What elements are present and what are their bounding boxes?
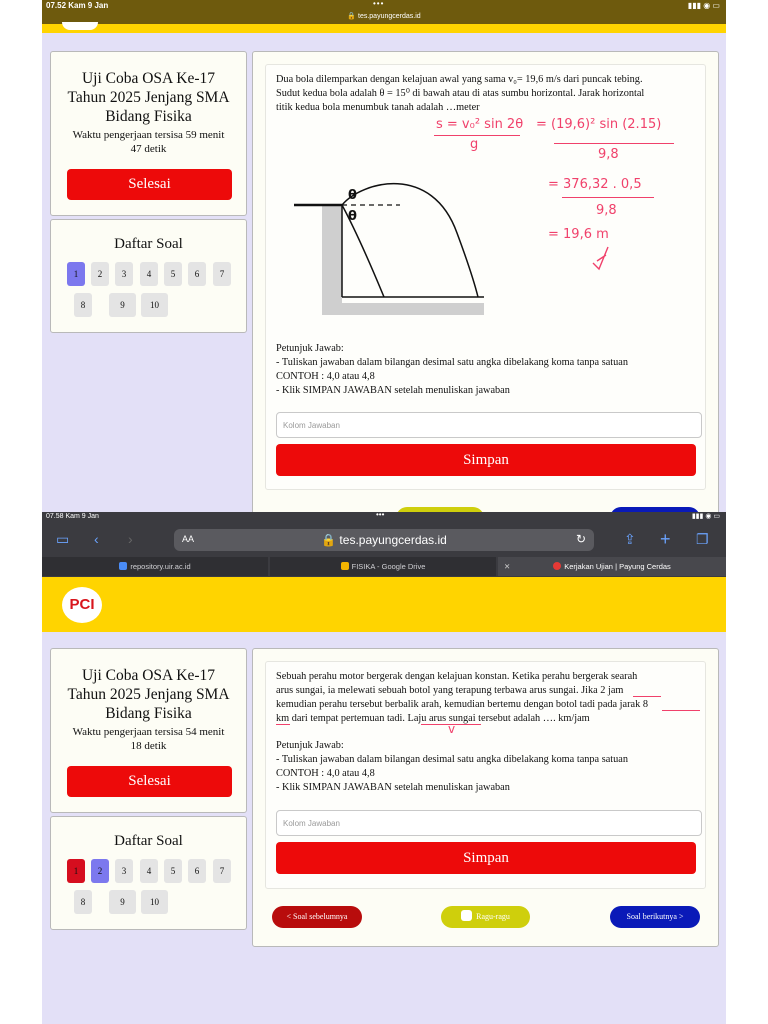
question-text-line: kemudian perahu tersebut berbalik arah, kemudian bertemu dengan botol tadi pada jarak 8 (276, 699, 648, 710)
question-card (252, 648, 719, 947)
finish-button[interactable]: Selesai (67, 766, 232, 797)
hint-line: CONTOH : 4,0 atau 4,8 (276, 768, 375, 779)
question-number-button[interactable]: 8 (74, 293, 92, 317)
question-list-card (50, 816, 247, 930)
doubt-label: Ragu-ragu (476, 912, 510, 921)
save-answer-button[interactable]: Simpan (276, 444, 696, 476)
question-number-button[interactable]: 5 (164, 859, 182, 883)
question-number-button[interactable]: 2 (91, 859, 109, 883)
handwritten-fraction-bar (554, 143, 674, 144)
angle-label-upper: θ (348, 188, 357, 203)
back-icon[interactable]: ‹ (94, 531, 99, 547)
system-icons: ▮▮▮ ◉ ▭ (687, 1, 720, 10)
finish-button[interactable]: Selesai (67, 169, 232, 200)
system-icons: ▮▮▮ ◉ ▭ (691, 513, 720, 520)
question-text-line: Sebuah perahu motor bergerak dengan kelajuan konstan. Ketika perahu bergerak searah (276, 671, 638, 682)
handwritten-formula: s = v₀² sin 2θ (436, 117, 524, 132)
timer-line-1: Waktu pengerjaan tersisa 54 menit (72, 726, 225, 738)
question-panel (265, 64, 706, 490)
question-number-button[interactable]: 7 (213, 859, 231, 883)
hint-line: CONTOH : 4,0 atau 4,8 (276, 371, 375, 382)
address-url[interactable]: 🔒 tes.payungcerdas.id (321, 533, 447, 547)
question-number-button[interactable]: 9 (109, 890, 136, 914)
status-time: 07.52 Kam 9 Jan (46, 1, 109, 10)
hint-line: - Klik SIMPAN JAWABAN setelah menuliskan jawaban (276, 385, 510, 396)
sidebar-toggle-icon[interactable]: ▭ (56, 531, 70, 547)
question-number-button[interactable]: 3 (115, 859, 133, 883)
exam-title-line-1: Uji Coba OSA Ke-17 (81, 667, 216, 684)
question-number-button[interactable]: 2 (91, 262, 109, 286)
handwritten-substitution: = (19,6)² sin (2.15) (536, 117, 662, 132)
exam-title-line-2: Tahun 2025 Jenjang SMA (67, 89, 230, 106)
reload-icon[interactable]: ↻ (575, 532, 586, 546)
tab-favicon-icon (553, 562, 561, 570)
browser-tabs (42, 556, 726, 577)
tab-label: Kerjakan Ujian | Payung Cerdas (564, 562, 671, 571)
tab-favicon-icon (341, 562, 349, 570)
handwritten-fraction-bar (562, 197, 654, 198)
question-number-button[interactable]: 4 (140, 859, 158, 883)
doubt-button[interactable] (441, 906, 530, 928)
question-list-title: Daftar Soal (114, 236, 183, 252)
forward-icon[interactable]: › (128, 531, 133, 547)
question-number-button[interactable]: 1 (67, 262, 85, 286)
question-number-button[interactable]: 6 (188, 859, 206, 883)
question-number-button[interactable]: 4 (140, 262, 158, 286)
timer-line-1: Waktu pengerjaan tersisa 59 menit (72, 129, 225, 141)
handwritten-underline (633, 696, 661, 697)
question-list-card (50, 219, 247, 333)
exam-info-card (50, 51, 247, 216)
cliff-ground-shape (322, 205, 484, 315)
new-tab-icon[interactable]: + (660, 529, 671, 549)
tabs-overview-icon[interactable]: ❐ (696, 531, 709, 547)
tab-label: repository.uir.ac.id (130, 562, 191, 571)
site-logo (62, 22, 98, 30)
tab-favicon-icon (119, 562, 127, 570)
hint-title: Petunjuk Jawab: (276, 343, 344, 354)
question-number-button[interactable]: 1 (67, 859, 85, 883)
reader-aa-button[interactable]: AA (182, 534, 195, 544)
tab-label: FISIKA - Google Drive (351, 562, 426, 571)
question-number-button[interactable]: 10 (141, 890, 168, 914)
browser-toolbar (42, 524, 726, 556)
cliff-diagram (292, 173, 484, 315)
exam-title-line-3: Bidang Fisika (105, 108, 192, 125)
status-dots: ••• (373, 0, 385, 8)
browser-tab[interactable] (42, 557, 268, 576)
browser-tab[interactable] (270, 557, 496, 576)
question-text-line: km dari tempat pertemuan tadi. Laju arus sungai tersebut adalah …. km/jam (276, 713, 590, 724)
share-icon[interactable]: ⇪ (624, 531, 636, 547)
angle-label-lower: θ (348, 209, 357, 224)
question-number-button[interactable]: 5 (164, 262, 182, 286)
address-url[interactable]: 🔒 tes.payungcerdas.id (347, 13, 421, 20)
handwritten-underline (276, 724, 290, 725)
screenshot-collage (42, 0, 726, 1024)
question-number-button[interactable]: 10 (141, 293, 168, 317)
question-text-line: titik kedua bola menumbuk tanah adalah …meter (276, 102, 480, 113)
doubt-checkbox[interactable] (461, 910, 472, 921)
answer-input[interactable]: Kolom Jawaban (276, 810, 702, 836)
status-bar (42, 512, 726, 524)
question-number-button[interactable]: 3 (115, 262, 133, 286)
handwritten-v-mark: v (448, 722, 456, 736)
status-bar (42, 0, 726, 24)
question-number-button[interactable]: 8 (74, 890, 92, 914)
handwritten-denominator: 9,8 (598, 147, 619, 162)
next-question-button[interactable]: Soal berikutnya > (610, 906, 700, 928)
status-dots: ••• (376, 510, 385, 519)
answer-input[interactable]: Kolom Jawaban (276, 412, 702, 438)
handwritten-denominator: g (470, 137, 479, 152)
hint-title: Petunjuk Jawab: (276, 740, 344, 751)
handwritten-check-icon (590, 243, 612, 271)
hint-line: - Tuliskan jawaban dalam bilangan desimal satu angka dibelakang koma tanpa satuan (276, 357, 629, 368)
question-number-button[interactable]: 9 (109, 293, 136, 317)
site-header (42, 577, 726, 632)
site-logo[interactable]: PCI (62, 587, 102, 623)
previous-question-button[interactable]: < Soal sebelumnya (272, 906, 362, 928)
handwritten-fraction-bar (434, 135, 520, 136)
timer-line-2: 18 detik (130, 740, 167, 752)
status-time: 07.58 Kam 9 Jan (46, 513, 99, 520)
question-card (252, 51, 719, 521)
question-text-line: Sudut kedua bola adalah θ = 15⁰ di bawah atau di atas sumbu horizontal. Jarak horizontal (276, 88, 645, 99)
exam-info-card (50, 648, 247, 813)
close-tab-icon[interactable]: ✕ (504, 562, 511, 571)
question-text-line: arus sungai, ia melewati sebuah botol yang terapung terbawa arus sungai. Jika 2 jam (276, 685, 624, 696)
hint-line: - Tuliskan jawaban dalam bilangan desimal satu angka dibelakang koma tanpa satuan (276, 754, 629, 765)
question-text-line: Dua bola dilemparkan dengan kelajuan awal yang sama v₀= 19,6 m/s dari puncak tebing. (276, 74, 643, 85)
question-panel (265, 661, 706, 889)
hint-line: - Klik SIMPAN JAWABAN setelah menuliskan jawaban (276, 782, 510, 793)
timer-line-2: 47 detik (130, 143, 167, 155)
question-number-button[interactable]: 7 (213, 262, 231, 286)
save-answer-button[interactable]: Simpan (276, 842, 696, 874)
address-bar[interactable] (174, 529, 594, 551)
handwritten-underline (662, 710, 700, 711)
exam-title-line-1: Uji Coba OSA Ke-17 (81, 70, 216, 87)
site-header (42, 24, 726, 33)
handwritten-step: = 376,32 . 0,5 (548, 177, 642, 192)
question-list-title: Daftar Soal (114, 833, 183, 849)
question-number-button[interactable]: 6 (188, 262, 206, 286)
upper-trajectory (342, 184, 478, 297)
handwritten-denominator: 9,8 (596, 203, 617, 218)
exam-title-line-2: Tahun 2025 Jenjang SMA (67, 686, 230, 703)
exam-title-line-3: Bidang Fisika (105, 705, 192, 722)
browser-tab-active[interactable] (498, 557, 726, 576)
handwritten-result: = 19,6 m (548, 227, 609, 242)
